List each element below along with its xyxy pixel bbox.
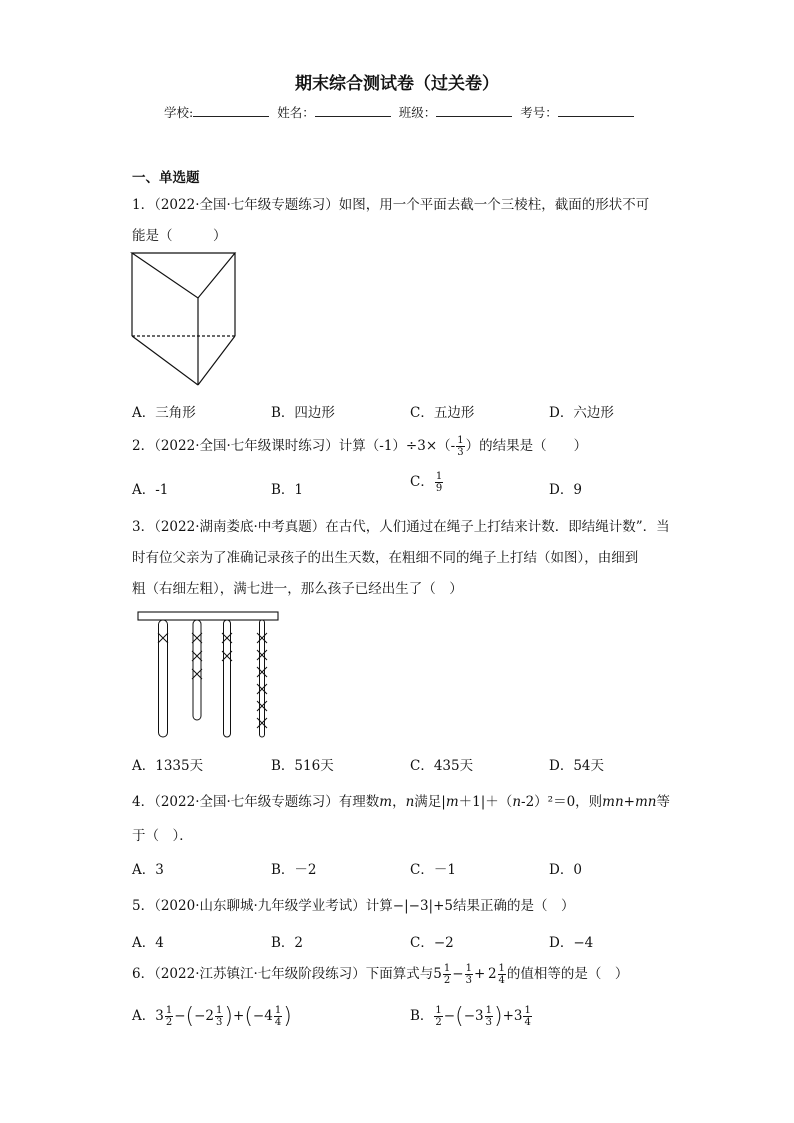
q5-option-b[interactable]: B．2: [271, 935, 304, 951]
q3-option-b[interactable]: B．516天: [271, 758, 334, 774]
q2-option-a[interactable]: A．-1: [132, 482, 169, 498]
q2-option-c[interactable]: C． $\frac{1}{9}$: [410, 471, 443, 494]
q5-option-a[interactable]: A．4: [132, 935, 164, 951]
q4-text-line1: 4．（2022·全国·七年级专题练习）有理数m，n满足|m＋1|＋（n-2）²＝0，则mn+mn等: [132, 794, 670, 810]
section-heading: 一、单选题: [132, 170, 200, 186]
q5-text: 5．（2020·山东聊城·九年级学业考试）计算−|−3|+5结果正确的是（ ）: [132, 898, 575, 914]
q2-fraction: $\frac{1}{3}$: [457, 435, 464, 458]
q3-option-d[interactable]: D．54天: [549, 758, 605, 774]
school-label: 学校:: [164, 105, 194, 120]
q3-text-line3: 粗（右细左粗），满七进一，那么孩子已经出生了（ ）: [132, 581, 463, 597]
triangular-prism-figure: [128, 248, 240, 390]
rope-hanger-bar: [138, 612, 278, 620]
q4-text-line2: 于（ ）．: [132, 828, 193, 844]
q4-option-c[interactable]: C．－1: [410, 862, 456, 878]
class-field[interactable]: [436, 104, 512, 117]
q2-text: [132, 434, 587, 458]
q6-option-a[interactable]: A．3 $\frac{1}{2}$ −(−2 $\frac{1}{3}$ )+(−4 $\frac{1}{4}$ ): [132, 1004, 292, 1029]
q1-text-line1: 1．（2022·全国·七年级专题练习）如图，用一个平面去截一个三棱柱，截面的形状不可: [132, 197, 650, 213]
q5-expression: −|−3|+5: [392, 898, 453, 914]
student-info-line: [164, 103, 638, 121]
name-label: 姓名：: [277, 105, 315, 120]
q1-text-line2: 能是（ ）: [132, 228, 227, 244]
q2-text-post: ）的结果是（ ）: [465, 438, 588, 454]
q4-option-b[interactable]: B．－2: [271, 862, 317, 878]
q5-option-d[interactable]: D．−4: [549, 935, 594, 951]
q2-text-pre: 2．（2022·全国·七年级课时练习）计算（-1）÷3×（-: [132, 438, 456, 454]
q6-option-b[interactable]: B． $\frac{1}{2}$ −(−3 $\frac{1}{3}$ )+3 $\frac{1}{4}$: [410, 1004, 531, 1029]
q6-option-a-expression: 3 $\frac{1}{2}$ −(−2 $\frac{1}{3}$ )+(−4 $\frac{1}{4}$ ): [155, 1004, 292, 1029]
exam-number-field[interactable]: [558, 104, 634, 117]
exam-number-label: 考号：: [520, 105, 558, 120]
q3-option-c[interactable]: C．435天: [410, 758, 474, 774]
q2-option-c-fraction: $\frac{1}{9}$: [435, 471, 443, 494]
q4-option-a[interactable]: A．3: [132, 862, 164, 878]
q6-option-b-expression: $\frac{1}{2}$ −(−3 $\frac{1}{3}$ )+3 $\frac{1}{4}$: [435, 1004, 531, 1029]
school-field[interactable]: [193, 104, 269, 117]
class-label: 班级：: [398, 105, 437, 120]
q2-option-d[interactable]: D．9: [549, 482, 582, 498]
q5-option-c[interactable]: C．−2: [410, 935, 454, 951]
q3-option-a[interactable]: A．1335天: [132, 758, 204, 774]
name-field[interactable]: [315, 104, 391, 117]
page-title: 期末综合测试卷（过关卷）: [295, 74, 499, 94]
q6-expression: 5 $\frac{1}{2}$ − $\frac{1}{3}$ + 2 $\frac{1}{4}$: [433, 963, 505, 986]
q3-text-line1: 3．（2022·湖南娄底·中考真题）在古代，人们通过在绳子上打结来计数．即结绳计数”．当: [132, 519, 670, 535]
q6-text: 6．（2022·江苏镇江·七年级阶段练习）下面算式与5 $\frac{1}{2}$ − $\frac{1}{3}$ + 2 $\frac{1}{4}$ 的值相等的是（ ）: [132, 963, 629, 986]
knot-rope-figure: [134, 610, 284, 744]
q1-option-d[interactable]: D．六边形: [549, 405, 614, 421]
q4-option-d[interactable]: D．0: [549, 862, 582, 878]
q2-option-b[interactable]: B．1: [271, 482, 304, 498]
q1-option-b[interactable]: B．四边形: [271, 405, 335, 421]
q1-option-a[interactable]: A．三角形: [132, 405, 196, 421]
q3-text-line2: 时有位父亲为了准确记录孩子的出生天数，在粗细不同的绳子上打结（如图），由细到: [132, 550, 639, 566]
q1-option-c[interactable]: C．五边形: [410, 405, 475, 421]
